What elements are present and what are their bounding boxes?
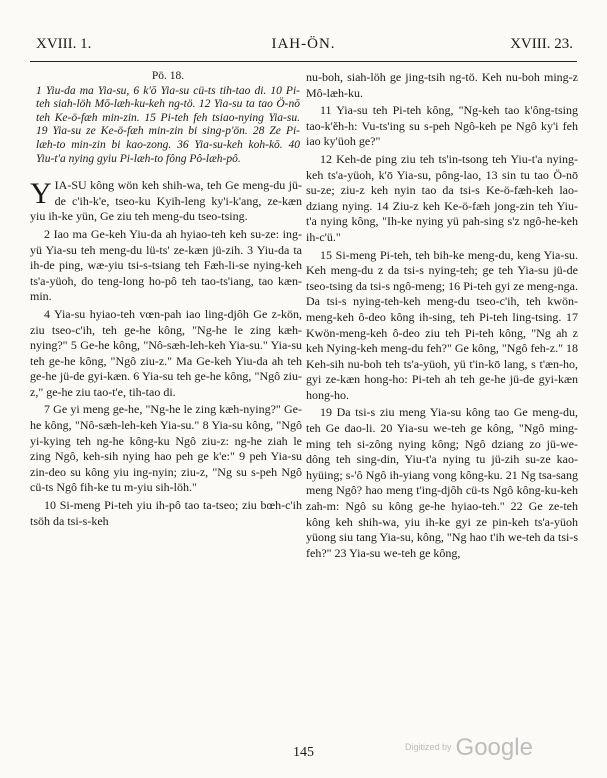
chapter-summary xyxy=(30,70,302,166)
watermark-caption: Digitized by xyxy=(405,742,452,752)
paragraph: 11 Yia-su teh Pi-teh kông, "Ng-keh tao k'ông-tsing tao-k'ĕh-h: Vu-ts'ing su s-peh Ngô-keh pe Ngô ky'i feh iao ky'üoh ge?" xyxy=(306,103,578,149)
paragraph: 4 Yia-su hyiao-teh vœn-pah iao ling-djôh Ge z-kön, ziu tseo-c'ih, teh ge-he kông, "Ng-he le zing kæh-nying?" 5 Ge-he kông, "Nô-sæh-leh-keh Yia-su." Yia-su teh ge-he kông, "Ngô ziu-z." Ma Ge-keh Yiu-da ah teh ge-he jü-de gyi-kæn. 6 Yia-su teh ge-he kông, "Ngô ziu-z," ge-he ziu tao-t'e, tih-tao di. xyxy=(30,306,302,399)
paragraph: 12 Keh-de ping ziu teh ts'in-tsong teh Yiu-t'a nying-keh ts'a-yüoh, k'ō Yia-su, pông-lao, 13 sin tu tao Ö-nō su-ze; ziu-z keh nyin tao da tsi-s Ke-ö-fæh-keh lao-dziang nying. 14 Ziu-z keh Ke-ö-fæh jong-zin teh Yiu-t'a nying kông, "Ih-ke nying yü pah-sing s'z ngô-he-keh ih-c'ü." xyxy=(306,151,578,244)
digitized-watermark xyxy=(405,734,533,762)
paragraph: 10 Si-meng Pi-teh yiu ih-pô tao ta-tseo; ziu bœh-c'ih tsöh da tsi-s-keh xyxy=(30,498,302,528)
header-chapter-left: XVIII. 1. xyxy=(36,36,92,52)
running-header xyxy=(30,36,577,58)
right-column xyxy=(306,70,578,563)
header-rule xyxy=(30,61,577,62)
summary-text: 1 Yiu-da ma Yia-su, 6 k'ō Yia-su cü-ts tih-tao di. 10 Pi-teh siah-löh Mō-læh-ku-keh ng-tö. 12 Yia-su ta tao Ö-nō teh Ke-ö-fæh min-zin. 15 Pi-teh feh tsiao-nying Yia-su. 19 Yia-su ze Ke-ö-fæh min-zin bi sing-p'ön. 28 Ze Pi-læh-to min-zin bi kao-zong. 36 Yia-su-keh koh-kō. 40 Yiu-t'a nying gyiu Pi-læh-to fông Pô-læh-pô. xyxy=(36,84,300,165)
google-logo: Google xyxy=(455,734,533,761)
chapter-ref: Pö. 18. xyxy=(151,70,185,82)
paragraph: 2 Iao ma Ge-keh Yiu-da ah hyiao-teh keh su-ze: ing-yü Yia-su teh meng-du lü-ts' ze-kæn jü-zih. 3 Yiu-da ta ih-de ping, wæ-yiu tsi-s-tsiang teh Fæh-li-se nying-keh ts'a-yüoh, do teng-long ho-pô teh tao-ts'iang, tao kæn-min. xyxy=(30,226,302,304)
page-number: 145 xyxy=(293,745,314,760)
header-chapter-right: XVIII. 23. xyxy=(510,36,573,52)
left-column xyxy=(30,70,302,531)
paragraph: nu-boh, siah-löh ge jing-tsih ng-tö. Keh nu-boh ming-z Mô-læh-ku. xyxy=(306,70,578,100)
header-book-title: IAH-ÖN. xyxy=(271,36,336,52)
paragraph-text: IA-SU kông wön keh shih-wa, teh Ge meng-du jü-de c'ih-k'e, tseo-ku Kyih-leng ky'i-k'ang, ze-kæn yiu ih-ke yün, Ge ziu teh meng-du tseo-tsing. xyxy=(30,178,302,224)
paragraph xyxy=(30,178,302,225)
paragraph: 19 Da tsi-s ziu meng Yia-su kông tao Ge meng-du, teh Ge dao-li. 20 Yia-su we-teh ge kông, "Ngô ming-ming teh si-zông nying kông; Ngô dziang zo jü-we-dông teh sing-din, Yiu-t'a nying tu jü-zih su-ze kao-hyüing; s-'ô Ngô ih-yiang vong kông-ku. 21 Ng tsa-sang meng Ngô? hao meng t'ing-djôh cü-ts Ngô kông-ku-keh zah-m: Ngô su kông ge-he hyiao-teh." 22 Ge ze-teh kông keh shih-wa, yiu ih-ke gyi ze pin-keh ts'a-yüoh yüong siu tang Yia-su, kông, "Ng hao t'ih we-teh da tsi-s feh?" 23 Yia-su we-teh ge kông, xyxy=(306,405,578,560)
paragraph: 7 Ge yi meng ge-he, "Ng-he le zing kæh-nying?" Ge-he kông, "Nô-sæh-leh-keh Yia-su." 8 Yia-su kông, "Ngô yi-kying teh ng-he kông-ku Ngô ziu-z: ng-he ziah le zing Ngô, keh-sih nying hao peh ge k'e:" 9 peh Yia-su zin-deo su kông yiu ing-nyin; ziu-z, "Ng su s-peh Ngô cü-ts Ngô fih-ke tu m-yiu sih-löh." xyxy=(30,402,302,495)
paragraph: 15 Si-meng Pi-teh, teh bih-ke meng-du, keng Yia-su. Keh meng-du z da tsi-s nying-teh; ge teh Yia-su jü-de tseo-tsing da tsi-s ngô-meng; 16 Pi-teh gyi ze meng-nga. Da tsi-s nying-teh-keh meng-du tseo-c'ih, teh kwön-meng-keh ô-deo kông ih-sing, teh Pi-teh ling-tsing. 17 Kwön-meng-keh ô-deo ziu teh Pi-teh kông, "Ng ah z keh Nying-keh meng-du feh?" Ge kông, "Ngô feh-z." 18 Keh-sih nu-boh teh ts'a-yüoh, yü t'in-kō lang, s t'æn-ho, gyi ze-kæn hong-ho: Pi-teh ah teh ge-he jü-de gyi-kæn hong-ho. xyxy=(306,247,578,402)
drop-cap: Y xyxy=(30,177,52,211)
